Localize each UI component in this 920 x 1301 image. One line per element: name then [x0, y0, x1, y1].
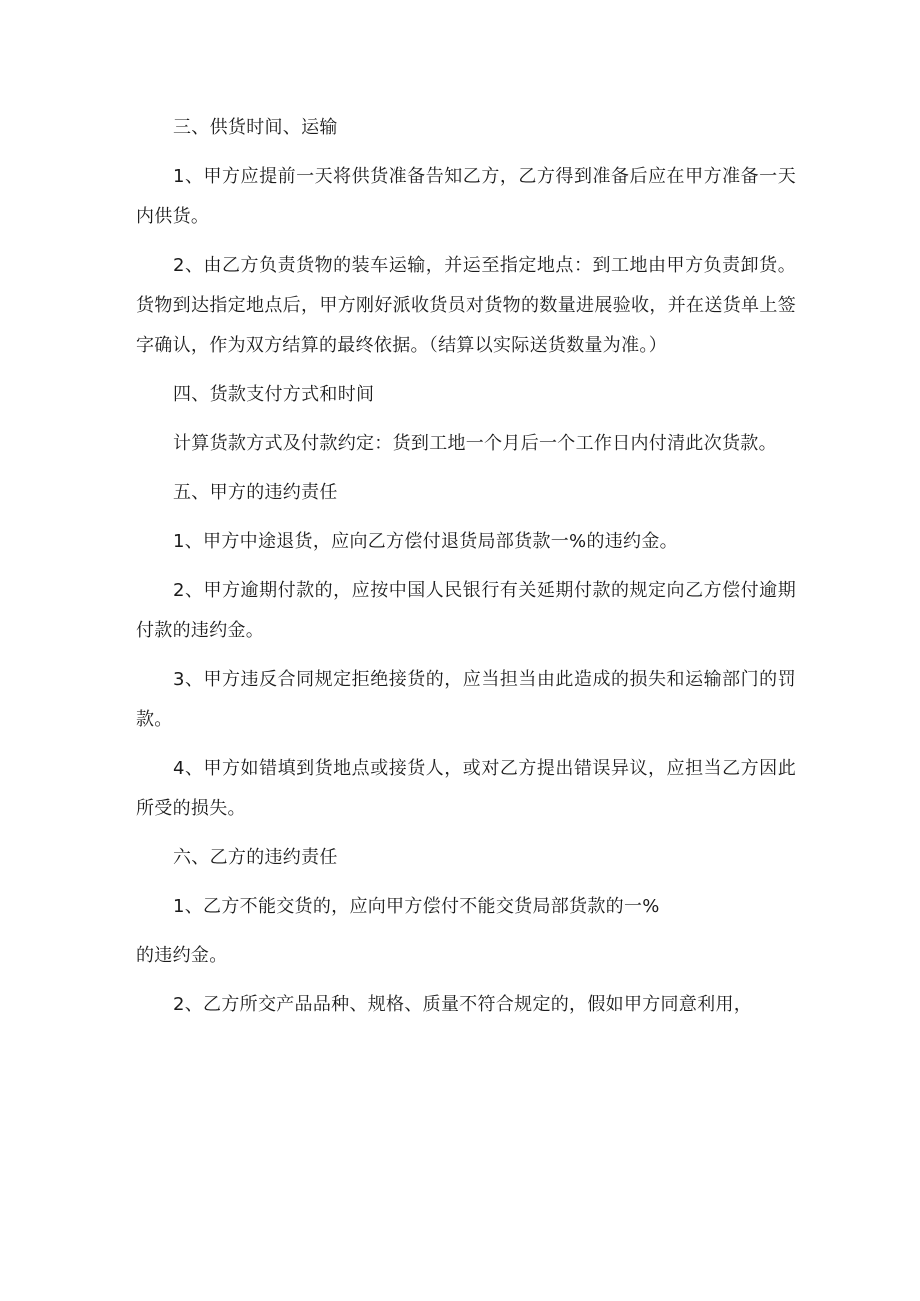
paragraph-party-b-quality: 2、乙方所交产品品种、规格、质量不符合规定的，假如甲方同意利用， [173, 994, 753, 1015]
paragraph-party-a-wrong-address: 4、甲方如错填到货地点或接货人，或对乙方提出错误异议，应担当乙方因此所受的损失。 [136, 758, 796, 819]
section-heading-party-a-liability: 五、甲方的违约责任 [173, 482, 338, 503]
paragraph-payment-terms: 计算货款方式及付款约定：货到工地一个月后一个工作日内付清此次货款。 [173, 433, 777, 454]
paragraph-party-b-no-delivery: 1、乙方不能交货的，应向甲方偿付不能交货局部货款的一% [173, 896, 660, 917]
paragraph-party-a-refusal: 3、甲方违反合同规定拒绝接货的，应当担当由此造成的损失和运输部门的罚款。 [136, 669, 796, 730]
section-heading-party-b-liability: 六、乙方的违约责任 [173, 847, 338, 868]
paragraph-transport: 2、由乙方负责货物的装车运输，并运至指定地点：到工地由甲方负责卸货。货物到达指定地点后，甲方刚好派收货员对货物的数量进展验收，并在送货单上签字确认，作为双方结算的最终依据。（结算以实际送货数量为准。） [136, 255, 796, 356]
paragraph-party-a-return: 1、甲方中途退货，应向乙方偿付退货局部货款一%的违约金。 [173, 531, 678, 552]
paragraph-party-b-no-delivery-continued: 的违约金。 [136, 945, 228, 966]
document-body [136, 108, 796, 1034]
paragraph-supply-notice: 1、甲方应提前一天将供货准备告知乙方，乙方得到准备后应在甲方准备一天内供货。 [136, 166, 796, 227]
section-heading-payment: 四、货款支付方式和时间 [173, 384, 375, 405]
section-heading-supply-time: 三、供货时间、运输 [173, 117, 338, 138]
paragraph-party-a-late-payment: 2、甲方逾期付款的，应按中国人民银行有关延期付款的规定向乙方偿付逾期付款的违约金。 [136, 580, 796, 641]
